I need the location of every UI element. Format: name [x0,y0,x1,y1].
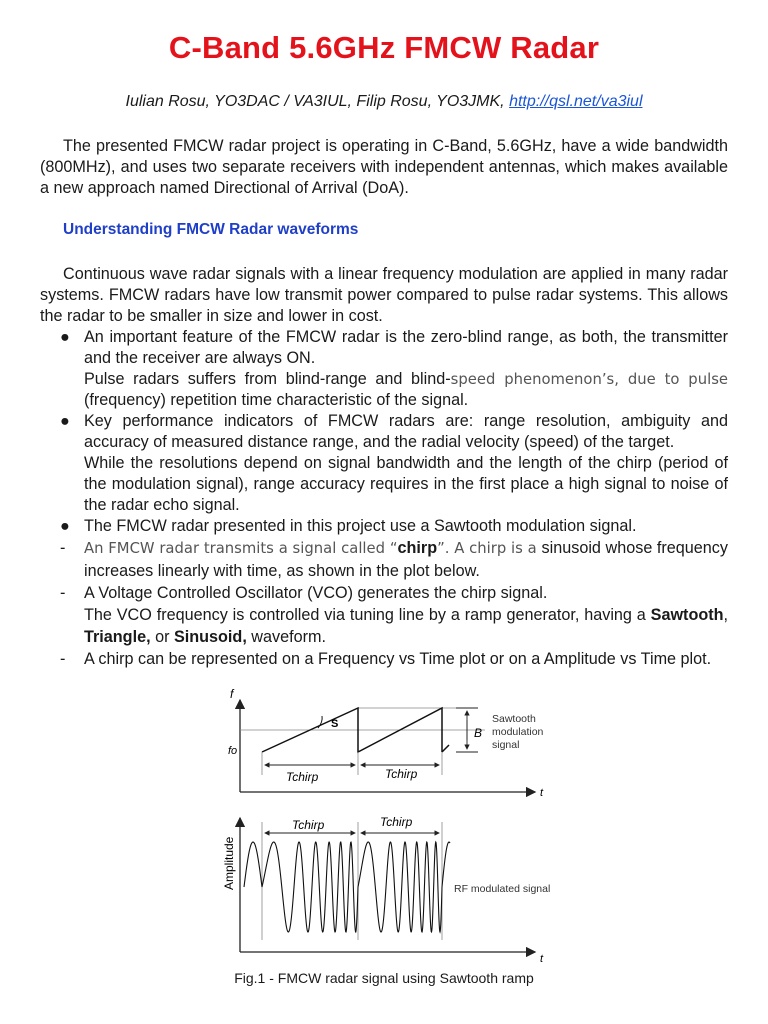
tchirp-label-4: Tchirp [380,815,413,829]
sawtooth-legend-1: Sawtooth [492,713,536,725]
bullet-icon: ● [60,412,70,430]
dash-subtext: The VCO frequency is controlled via tuning line by a ramp generator, having a Sawtooth, Triangle, or Sinusoid, waveform. [84,606,728,646]
tchirp-label-1: Tchirp [286,770,319,784]
bullet-item-kpi: ● Key performance indicators of FMCW radars are: range resolution, ambiguity and accuracy of measured distance range, and the radial velocity (speed) of the target. While the resolutions depend on signal bandwidth and the length of the chirp (period of the modulation signal), range accuracy requires in the first place a high signal to noise of the radar echo signal. [60,412,728,514]
authors-line [0,93,768,111]
freq-x-label: t [540,787,544,799]
figure-caption: Fig.1 - FMCW radar signal using Sawtooth ramp [234,970,534,986]
sawtooth-legend-3: signal [492,739,520,751]
bullet-icon: ● [60,517,70,535]
section-heading: Understanding FMCW Radar waveforms [63,221,359,238]
intro-paragraph: The presented FMCW radar project is operating in C-Band, 5.6GHz, have a wide bandwidth (800MHz), and uses two separate receivers with independent antennas, which makes available a new approach named Directional of Arrival (DoA). [40,137,728,197]
dash-item-vco: - A Voltage Controlled Oscillator (VCO) generates the chirp signal. The VCO frequency is controlled via tuning line by a ramp generator, having a Sawtooth, Triangle, or Sinusoid, waveform. [60,584,728,646]
amp-x-label: t [540,953,544,965]
sawtooth-legend-2: modulation [492,726,544,738]
bullet-list [40,327,728,670]
slope-arc [318,716,322,728]
sawtooth-tail [442,745,449,752]
bullet-item-zero-blind: ● An important feature of the FMCW radar is the zero-blind range, as both, the transmitter and the receiver are always ON. Pulse radars suffers from blind-range and blind-speed phenomenon’s, due to pulse (frequency) repetition time characteristic of the signal. [60,328,729,409]
author-website-link[interactable]: http://qsl.net/va3iul [509,93,643,110]
bandwidth-label: B [474,726,483,740]
dash-item-chirp [40,537,728,582]
rf-chirp-waveform [244,842,450,932]
fo-label: fo [228,745,238,757]
bullet-icon: ● [60,328,70,346]
dash-item-plot: - A chirp can be represented on a Frequency vs Time plot or on a Amplitude vs Time plot. [60,650,712,668]
freq-y-label: f [230,687,234,701]
dash-marker: - [60,584,66,602]
rf-legend: RF modulated signal [454,883,551,895]
tchirp-label-2: Tchirp [385,767,418,781]
page-title: C-Band 5.6GHz FMCW Radar [168,30,600,65]
tchirp-label-3: Tchirp [292,818,325,832]
slope-label: S [331,718,339,730]
sawtooth-ramp [262,708,442,752]
amp-y-label: Amplitude [222,836,236,890]
dash-text: An FMCW radar transmits a signal called “chirp”. A chirp is a sinusoid whose frequency increases linearly with time, as shown in the plot below. [84,539,728,580]
dash-marker: - [60,539,66,557]
authors-text: Iulian Rosu, YO3DAC / VA3IUL, Filip Rosu, YO3JMK, [125,93,505,110]
dash-marker: - [60,650,66,668]
bullet-subtext: Pulse radars suffers from blind-range and blind-speed phenomenon’s, due to pulse (frequency) repetition time characteristic of the signal. [84,370,729,409]
bullet-item-sawtooth: ● The FMCW radar presented in this project use a Sawtooth modulation signal. [60,517,637,535]
body-paragraph: Continuous wave radar signals with a linear frequency modulation are applied in many radar systems. FMCW radars have low transmit power compared to pulse radar systems. This allows the radar to be smaller in size and lower in cost. [40,265,728,325]
